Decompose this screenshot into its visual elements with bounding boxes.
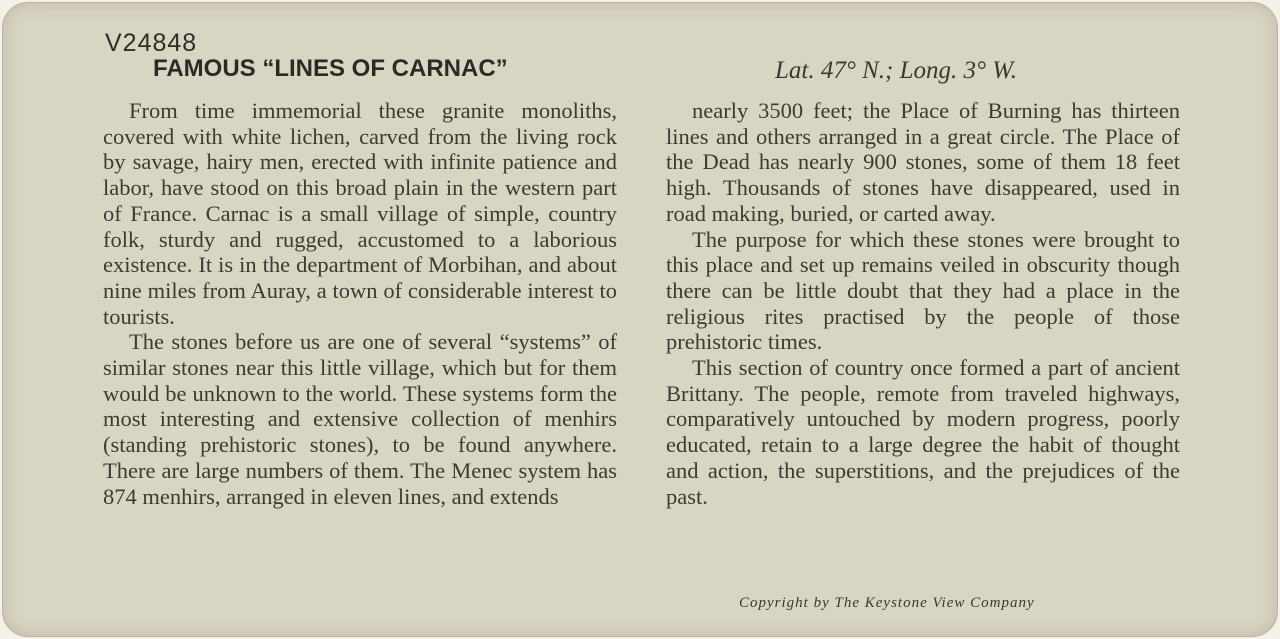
paragraph: The stones before us are one of several “systems” of similar stones near this little village, which but for them would be unknown to the world. These systems form the most interesting and extensive collection of menhirs (standing prehistoric stones), to be found anywhere. There are large numbers of them. The Menec system has 874 menhirs, arranged in eleven lines, and extends <box>103 329 617 509</box>
catalog-number: V24848 <box>105 29 198 57</box>
right-text-column <box>666 98 1180 509</box>
paragraph: nearly 3500 feet; the Place of Burning has thirteen lines and others arranged in a great circle. The Place of the Dead has nearly 900 stones, some of them 18 feet high. Thousands of stones have disappeared, used in road making, buried, or carted away. <box>666 98 1180 226</box>
paragraph: From time immemorial these granite monoliths, covered with white lichen, carved from the living rock by savage, hairy men, erected with infinite patience and labor, have stood on this broad plain in the western part of France. Carnac is a small village of simple, country folk, sturdy and rugged, accustomed to a laborious existence. It is in the department of Morbihan, and about nine miles from Auray, a town of considerable interest to tourists. <box>103 98 617 329</box>
copyright-line: Copyright by The Keystone View Company <box>739 595 1035 611</box>
paragraph: This section of country once formed a part of ancient Brittany. The people, remote from traveled highways, comparatively untouched by modern progress, poorly educated, retain to a large degree the habit of thought and action, the superstitions, and the prejudices of the past. <box>666 355 1180 509</box>
paragraph: The purpose for which these stones were brought to this place and set up remains veiled in obscurity though there can be little doubt that they had a place in the religious rites practised by the people of those prehistoric times. <box>666 226 1180 355</box>
coordinates: Lat. 47° N.; Long. 3° W. <box>775 57 1018 84</box>
card-title: FAMOUS “LINES OF CARNAC” <box>153 55 508 82</box>
left-text-column <box>103 98 617 509</box>
stereoview-back-card <box>2 2 1278 637</box>
